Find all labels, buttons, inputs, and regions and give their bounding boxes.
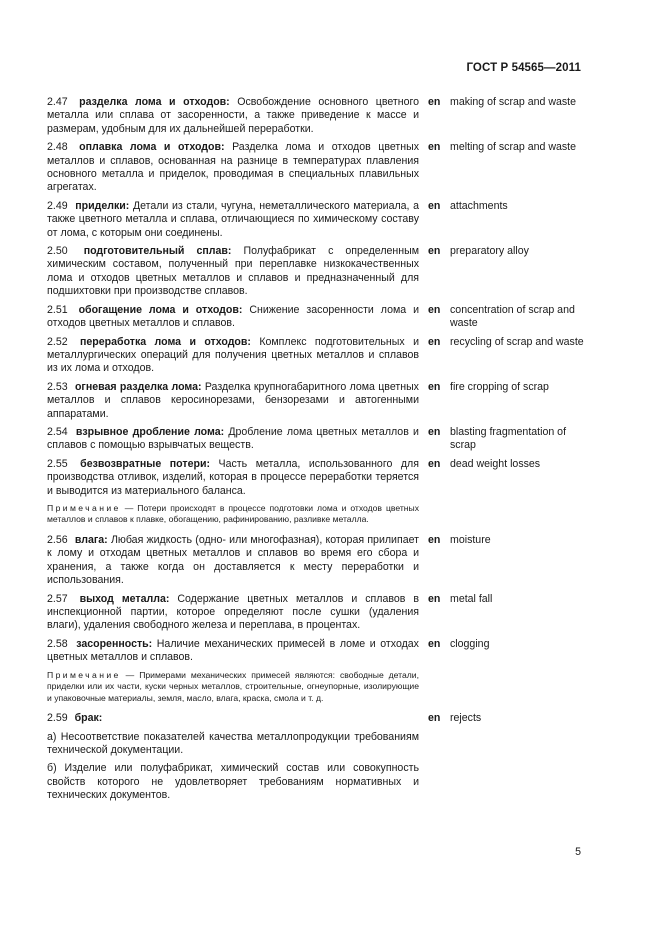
term-name: огневая разделка лома: [74, 380, 202, 393]
english-equivalent: rejects [450, 712, 482, 725]
term-number: 2.56 [47, 533, 68, 546]
term-number: 2.51 [47, 303, 68, 316]
english-equivalent: fire cropping of scrap [450, 380, 549, 393]
term-name: засоренность: [76, 637, 153, 650]
english-equivalent: dead weight losses [450, 457, 541, 470]
term-number: 2.49 [47, 199, 68, 212]
term-number: 2.54 [47, 425, 68, 438]
term-number: 2.53 [47, 380, 68, 393]
term-name: обогащение лома и отходов: [78, 303, 243, 316]
term-name: оплавка лома и отходов: [79, 141, 225, 154]
term-definition: Комплекс подготовительных и металлургических операций для получения цветных металлов и сплавов из их лома и отходов. [47, 335, 419, 375]
term-entry [47, 712, 587, 725]
lang-code: en [428, 457, 441, 470]
english-equivalent: making of scrap and waste [450, 96, 577, 108]
lang-code: en [428, 712, 441, 725]
definition-a: а) Несоответствие показателей качества металлопродукции требованиям технической документации. [47, 730, 419, 756]
term-definition: Разделка крупногабаритного лома цветных металлов и сплавов керосинорезами, бензорезами и автогенными аппаратами. [47, 380, 419, 420]
english-equivalent: metal fall [450, 592, 493, 605]
term-name: безвозвратные потери: [80, 457, 210, 470]
lang-code: en [428, 533, 441, 546]
term-number: 2.52 [47, 335, 68, 348]
english-equivalent: melting of scrap and waste [450, 141, 577, 154]
term-definition: Разделка лома и отходов цветных металлов и сплавов, основанная на разнице в температурах плавления основного металла и приделок, проводимая в специальных плавильных агрегатах. [47, 141, 420, 194]
lang-code: en [428, 96, 441, 108]
term-number: 2.47 [47, 96, 68, 108]
term-number: 2.57 [47, 592, 68, 605]
english-equivalent: concentration of scrap and waste [450, 303, 575, 330]
term-number: 2.50 [47, 245, 68, 258]
term-number: 2.58 [47, 637, 68, 650]
lang-code: en [428, 637, 441, 650]
term-entry [47, 336, 587, 376]
lang-code: en [428, 199, 441, 212]
term-entry [47, 426, 587, 453]
term-entry [47, 141, 587, 195]
page-number: 5 [575, 846, 581, 858]
term-number: 2.55 [47, 457, 68, 470]
english-equivalent: clogging [450, 637, 490, 650]
term-entry [47, 534, 587, 588]
term-entry [47, 245, 587, 299]
term-definition: Наличие механических примесей в ломе и отходах цветных металлов и сплавов. [47, 637, 419, 664]
term-name: переработка лома и отходов: [80, 335, 251, 348]
term-definition: Часть металла, использованного для производства отливок, изделий, которая в процессе переработки теряется и выводится из материального баланса. [47, 457, 419, 497]
note-text: — Потери происходят в процессе подготовки лома и отходов цветных металлов и сплавов к плавке, обогащению, рафинированию, разливке металла. [47, 502, 419, 525]
term-definition: Любая жидкость (одно- или многофазная), которая прилипает к лому и отходам цветных металлов и сплавов во время его сбора и хранения, а также когда он доставляется к месту переработки и использования. [47, 533, 419, 587]
term-definition: Детали из стали, чугуна, неметаллического материала, а также цветного металла и сплава, отличающиеся по химическому составу от лома, с которым они соединены. [47, 199, 419, 239]
lang-code: en [428, 303, 441, 316]
note [47, 503, 419, 526]
term-name: разделка лома и отходов: [79, 96, 230, 108]
term-entry [47, 593, 587, 633]
document-header: ГОСТ Р 54565—2011 [466, 62, 581, 74]
english-equivalent: preparatory alloy [450, 245, 529, 258]
english-equivalent: recycling of scrap and waste [450, 335, 584, 348]
terms-list [47, 96, 587, 808]
term-entry [47, 458, 587, 498]
term-entry [47, 381, 587, 421]
term-name: брак: [74, 712, 103, 725]
term-definition: Снижение засоренности лома и отходов цветных металлов и сплавов. [47, 303, 419, 330]
term-definition: Полуфабрикат с определенным химическим составом, полученный при переплавке низкокачественных лома и отходов цветных металлов и сплавов и предназначенный для подшихтовки при производстве сплавов. [47, 245, 419, 298]
english-equivalent: attachments [450, 199, 508, 212]
english-equivalent: blasting fragmentation of scrap [450, 425, 567, 452]
term-name: подготовительный сплав: [83, 245, 232, 258]
term-entry [47, 200, 587, 240]
term-definition: Содержание цветных металлов и сплавов в инспекционной партии, которое определяют после сушки (удаления влаги), удаления свободного железа и переплава, в процентах. [47, 592, 419, 632]
term-number: 2.48 [47, 141, 68, 154]
term-definition: Дробление лома цветных металлов и сплавов с помощью взрывчатых веществ. [47, 425, 419, 452]
english-equivalent: moisture [450, 533, 491, 546]
lang-code: en [428, 425, 441, 438]
note-label: Примечание [47, 669, 121, 680]
term-name: влага: [74, 533, 108, 546]
lang-code: en [428, 380, 441, 393]
term-name: выход металла: [79, 592, 170, 605]
note-text: — Примерами механических примесей являются: свободные детали, приделки или их части, куски черных металлов, строительные, огнеупорные, изолирующие и упаковочные материалы, земля, масло, влага, краска, смола и т. д. [47, 669, 419, 703]
term-definition: Освобождение основного цветного металла или сплава от засоренности, а также приведение к массе и размерам, удобным для их дальнейшей переработки. [47, 96, 419, 135]
term-number: 2.59 [47, 712, 68, 725]
term-entry [47, 96, 587, 136]
note-label: Примечание [47, 502, 121, 513]
note [47, 670, 419, 705]
term-entry [47, 304, 587, 331]
lang-code: en [428, 245, 441, 258]
term-entry [47, 638, 587, 665]
definition-b: б) Изделие или полуфабрикат, химический состав или совокупность свойств которого не удовлетворяет требованиям нормативных и технических документов. [47, 762, 419, 802]
term-name: приделки: [75, 199, 130, 212]
term-name: взрывное дробление лома: [75, 425, 225, 438]
lang-code: en [428, 335, 441, 348]
lang-code: en [428, 592, 441, 605]
lang-code: en [428, 141, 441, 154]
